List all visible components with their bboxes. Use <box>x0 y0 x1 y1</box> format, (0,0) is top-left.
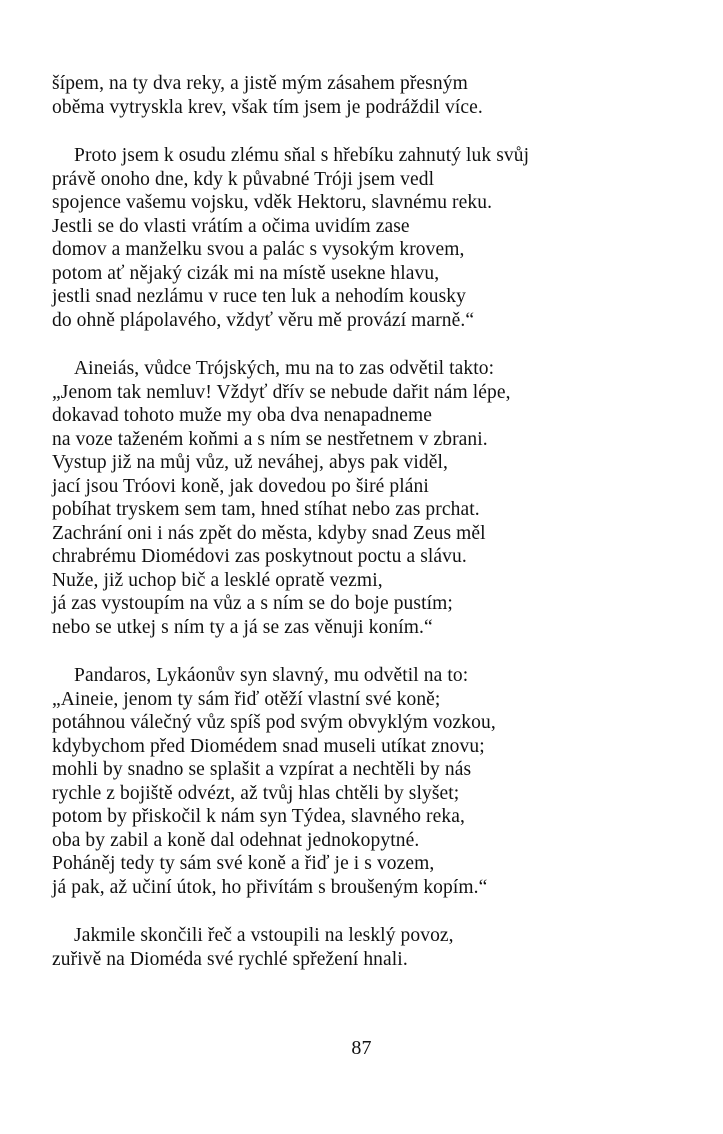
verse-line: Poháněj tedy ty sám své koně a řiď je i s vozem, <box>52 853 435 874</box>
stanza-1 <box>52 72 683 119</box>
verse-line: spojence vašemu vojsku, vděk Hektoru, slavnému reku. <box>52 192 493 213</box>
verse-line: potom by přiskočil k nám syn Týdea, slavného reka, <box>52 806 465 827</box>
verse-line: pobíhat tryskem sem tam, hned stíhat nebo zas prchat. <box>52 499 480 520</box>
verse-line: na voze taženém koňmi a s ním se nestřetnem v zbrani. <box>52 428 488 450</box>
verse-line: kdybychom před Diomédem snad museli utíkat znovu; <box>52 735 485 757</box>
stanza-3 <box>52 357 683 639</box>
verse-line: nebo se utkej s ním ty a já se zas věnuji koním.“ <box>52 616 433 638</box>
stanza-2 <box>52 144 683 332</box>
stanza-5 <box>52 924 683 971</box>
verse-line: rychle z bojiště odvézt, až tvůj hlas chtěli by slyšet; <box>52 782 460 804</box>
verse-line: Jakmile skončili řeč a vstoupili na lesklý povoz, <box>74 925 454 946</box>
verse-line: Nuže, již uchop bič a lesklé opratě vezmi, <box>52 569 383 591</box>
verse-line: dokavad tohoto muže my oba dva nenapadneme <box>52 405 432 426</box>
verse-line: jací jsou Tróovi koně, jak dovedou po širé pláni <box>52 475 429 497</box>
verse-line: potáhnou válečný vůz spíš pod svým obvyklým vozkou, <box>52 712 496 733</box>
verse-line: právě onoho dne, kdy k půvabné Tróji jsem vedl <box>52 168 435 190</box>
verse-line: „Aineie, jenom ty sám řiď otěží vlastní své koně; <box>52 688 441 710</box>
verse-line: Zachrání oni i nás zpět do města, kdyby snad Zeus měl <box>52 522 486 544</box>
verse-line: Vystup již na můj vůz, už neváhej, abys pak viděl, <box>52 452 448 473</box>
page-number: 87 <box>351 1037 372 1059</box>
verse-line: oběma vytryskla krev, však tím jsem je podráždil více. <box>52 96 483 118</box>
verse-line: „Jenom tak nemluv! Vždyť dřív se nebude dařit nám lépe, <box>52 381 511 403</box>
verse-line: jestli snad nezlámu v ruce ten luk a nehodím kousky <box>52 286 466 307</box>
verse-line: šípem, na ty dva reky, a jistě mým zásahem přesným <box>52 73 468 94</box>
verse-line: Proto jsem k osudu zlému sňal s hřebíku zahnutý luk svůj <box>74 145 530 166</box>
verse-line: do ohně plápolavého, vždyť věru mě provází marně.“ <box>52 309 475 331</box>
verse-line: já zas vystoupím na vůz a s ním se do boje pustím; <box>52 593 453 614</box>
verse-line: mohli by snadno se splašit a vzpírat a nechtěli by nás <box>52 759 472 780</box>
verse-line: já pak, až učiní útok, ho přivítám s broušeným kopím.“ <box>52 876 488 898</box>
verse-line: chrabrému Diomédovi zas poskytnout poctu a slávu. <box>52 546 467 567</box>
verse-line: potom ať nějaký cizák mi na místě usekne hlavu, <box>52 262 440 284</box>
stanza-4 <box>52 664 683 899</box>
verse-line: Aineiás, vůdce Trójských, mu na to zas odvětil takto: <box>74 358 495 379</box>
verse-line: domov a manželku svou a palác s vysokým krovem, <box>52 239 465 260</box>
verse-line: Jestli se do vlasti vrátím a očima uvidím zase <box>52 215 410 237</box>
verse-line: zuřivě na Dioméda své rychlé spřežení hnali. <box>52 948 408 970</box>
verse-line: oba by zabil a koně dal odehnat jednokopytné. <box>52 829 420 851</box>
verse-line: Pandaros, Lykáonův syn slavný, mu odvětil na to: <box>74 665 469 686</box>
